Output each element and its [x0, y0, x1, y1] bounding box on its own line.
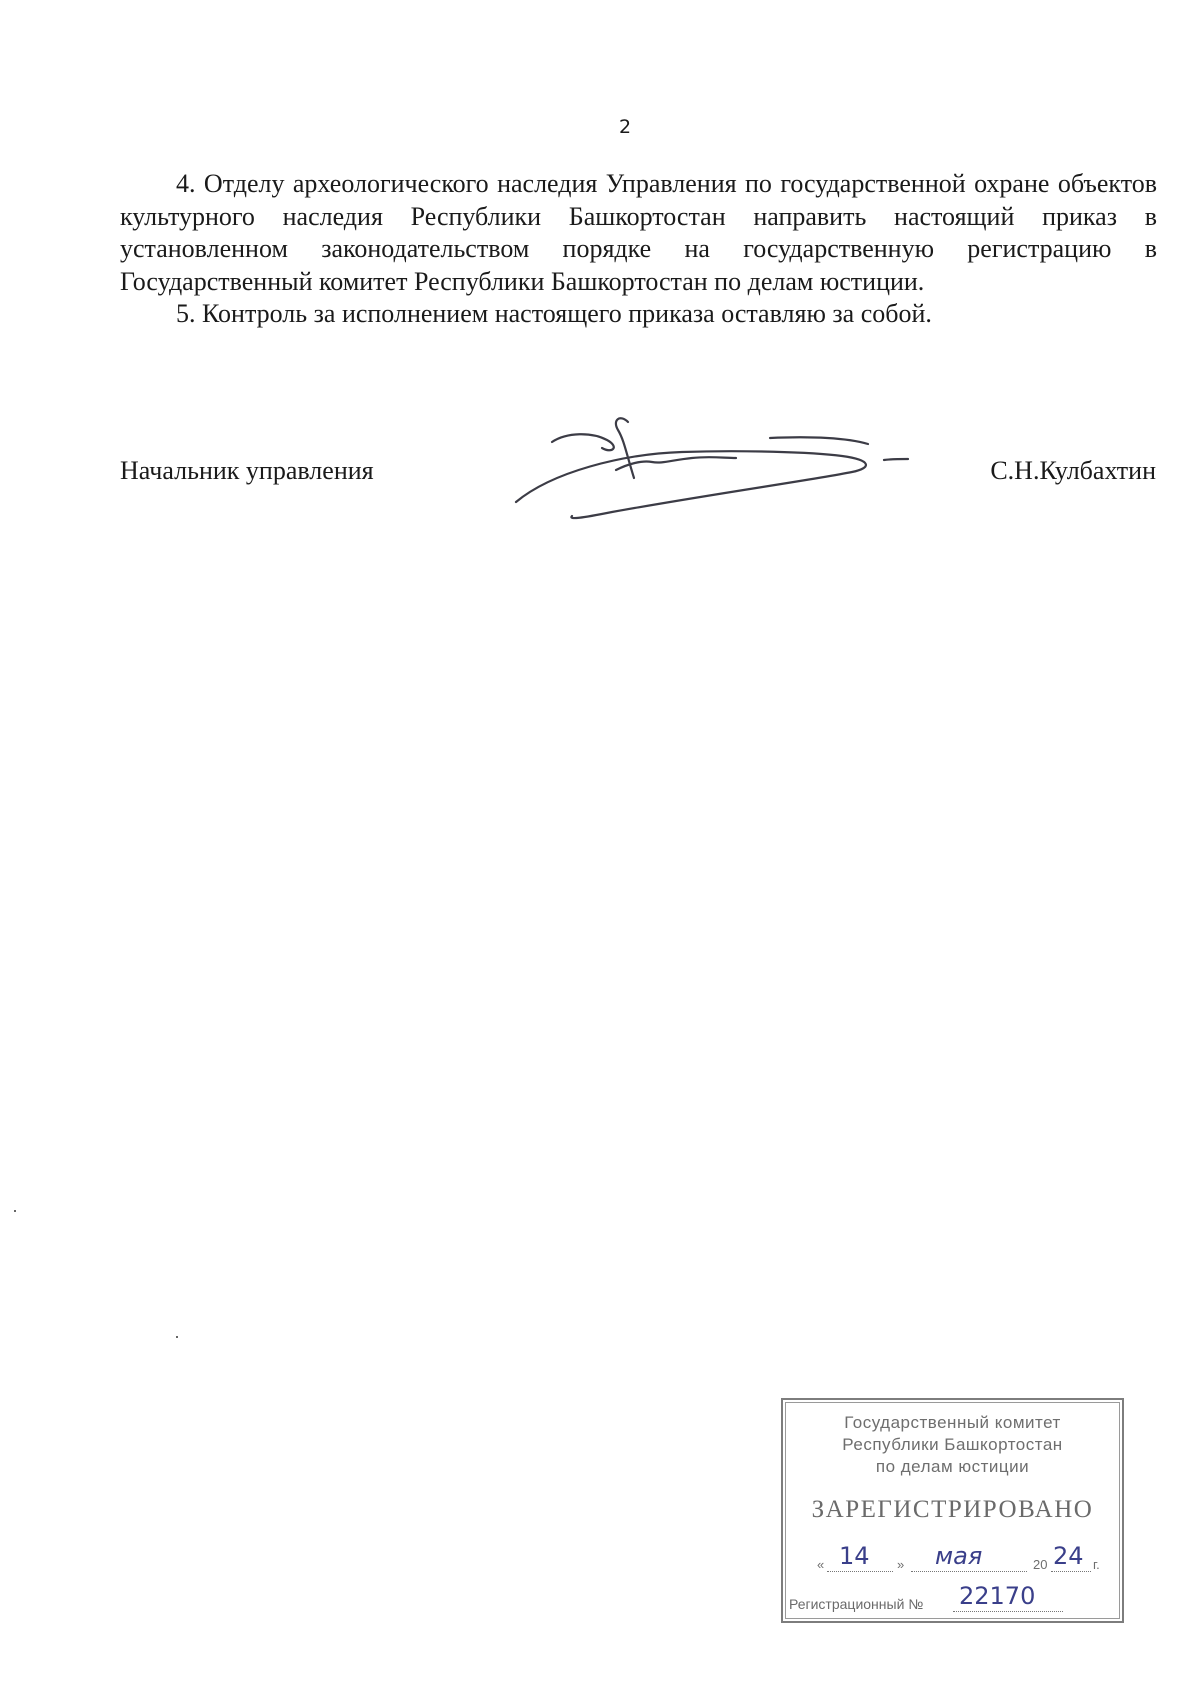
- stamp-reg-label: Регистрационный №: [789, 1596, 924, 1612]
- paragraph-5: 5. Контроль за исполнением настоящего приказа оставляю за собой.: [176, 299, 932, 328]
- page-number: 2: [618, 116, 632, 138]
- stamp-month: мая: [935, 1542, 983, 1570]
- stamp-reg-number: 22170: [959, 1582, 1036, 1610]
- stamp-close-quote: »: [897, 1557, 905, 1572]
- stamp-status: ЗАРЕГИСТРИРОВАНО: [811, 1496, 1094, 1523]
- stamp-registration: [789, 1582, 1109, 1616]
- stamp-org-line: Государственный комитет: [844, 1413, 1061, 1432]
- stamp-year-prefix: 20: [1033, 1557, 1048, 1572]
- scan-speck: [176, 1336, 178, 1338]
- stamp-org-line: по делам юстиции: [875, 1457, 1030, 1476]
- stamp-open-quote: «: [817, 1557, 825, 1572]
- stamp-org-line: Республики Башкортостан: [842, 1435, 1063, 1454]
- signatory-name: С.Н.Кулбахтин: [990, 456, 1156, 485]
- stamp-year-unit: г.: [1093, 1557, 1100, 1572]
- handwritten-signature: [512, 412, 912, 532]
- scan-speck: [14, 1210, 16, 1212]
- signatory-title: Начальник управления: [120, 456, 374, 485]
- stamp-day: 14: [839, 1542, 870, 1570]
- stamp-organization: [783, 1412, 1122, 1478]
- document-body: [120, 168, 1157, 331]
- stamp-year-suffix: 24: [1053, 1542, 1084, 1570]
- registration-stamp: [781, 1398, 1124, 1623]
- paragraph-4: 4. Отделу археологического наследия Управления по государственной охране объектов культурного наследия Республики Башкортостан направить настоящий приказ в установленном законодательством порядке на государственную регистрацию в Государственный комитет Республики Башкортостан по делам юстиции.: [120, 169, 1157, 296]
- stamp-date: [817, 1544, 1107, 1576]
